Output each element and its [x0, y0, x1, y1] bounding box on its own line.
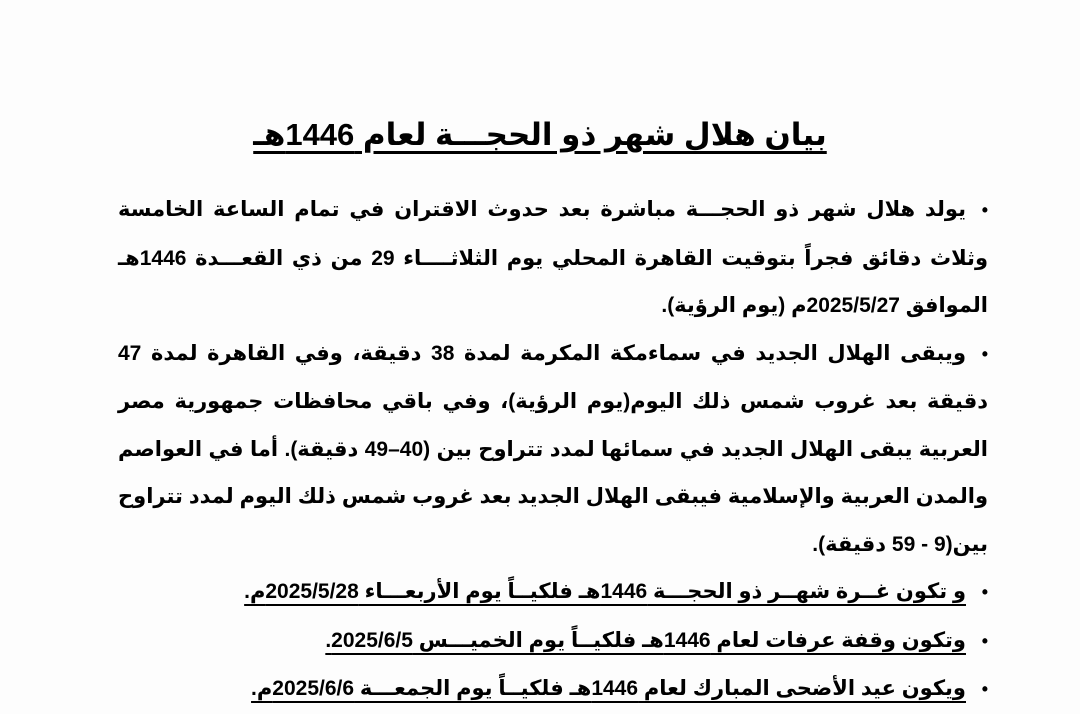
bullet-icon: •	[981, 200, 988, 220]
bullet-icon: •	[981, 582, 988, 602]
document-body	[118, 186, 988, 714]
paragraph-moon-duration	[118, 330, 988, 569]
date-text: ويكون عيد الأضحى المبارك لعام 1446هـ فلكيــاً يوم الجمعـــة 2025/6/6م.	[251, 677, 966, 700]
date-text: و تكون غــرة شهــر ذو الحجـــة 1446هـ فلكيــاً يوم الأربعـــاء 2025/5/28م.	[244, 580, 966, 603]
date-arafat	[118, 617, 988, 666]
paragraph-text: يولد هلال شهر ذو الحجـــة مباشرة بعد حدوث الاقتران في تمام الساعة الخامسة وثلاث دقائق فجراً بتوقيت القاهرة المحلي يوم الثلاثــــاء 29 من ذي القعـــدة 1446هـ الموافق 2025/5/27م (يوم الرؤية).	[118, 198, 988, 317]
document-title	[0, 112, 1080, 158]
date-first-dhul-hijjah	[118, 568, 988, 617]
paragraph-moon-birth	[118, 186, 988, 330]
bullet-icon: •	[981, 630, 988, 651]
bullet-icon: •	[981, 343, 988, 364]
date-text: وتكون وقفة عرفات لعام 1446هـ فلكيــاً يوم الخميـــس 2025/6/5.	[325, 628, 966, 652]
title-text: بيان هلال شهر ذو الحجـــة لعام 1446هـ	[253, 117, 827, 152]
bullet-icon: •	[981, 679, 988, 699]
date-eid-al-adha	[118, 665, 988, 714]
paragraph-text: ويبقى الهلال الجديد في سماءمكة المكرمة لمدة 38 دقيقة، وفي القاهرة لمدة 47 دقيقة بعد غروب شمس ذلك اليوم(يوم الرؤية)، وفي باقي محافظات جمهورية مصر العربية يبقى الهلال الجديد في سمائها لمدد تتراوح بين (40–49 دقيقة). أما في العواصم والمدن العربية والإسلامية فيبقى الهلال الجديد بعد غروب شمس ذلك اليوم لمدد تتراوح بين(9 - 59 دقيقة).	[118, 341, 989, 556]
